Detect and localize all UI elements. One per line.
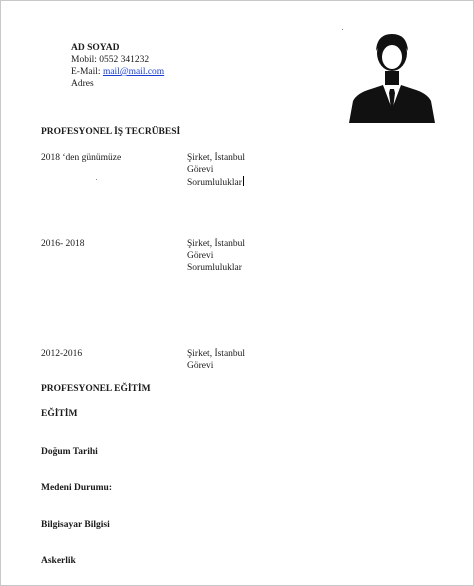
full-name: AD SOYAD	[71, 43, 120, 53]
experience-date-1: 2018 ‘den günümüze	[41, 153, 122, 163]
marital-status-label: Medeni Durumu:	[41, 483, 112, 493]
experience-position-2: Görevi	[187, 251, 214, 261]
computer-skills-label: Bilgisayar Bilgisi	[41, 520, 110, 530]
experience-company-3: Şirket, İstanbul	[187, 349, 246, 359]
education-heading: EĞİTİM	[41, 409, 78, 419]
stray-dot	[96, 179, 97, 180]
email-link[interactable]: mail@mail.com	[102, 67, 165, 77]
experience-duties-2: Sorumluluklar	[187, 263, 242, 273]
mobile-line: Mobil: 0552 341232	[71, 55, 150, 65]
address-line: Adres	[71, 79, 94, 89]
email-line	[71, 67, 164, 79]
military-label: Askerlik	[41, 556, 76, 566]
birth-date-label: Doğum Tarihi	[41, 447, 98, 457]
experience-position-1: Görevi	[187, 165, 214, 175]
text-cursor	[243, 176, 244, 186]
stray-dot	[342, 29, 343, 30]
experience-date-3: 2012-2016	[41, 349, 83, 359]
experience-company-2: Şirket, İstanbul	[187, 239, 246, 249]
experience-company-1: Şirket, İstanbul	[187, 153, 246, 163]
person-silhouette-icon	[347, 31, 437, 123]
experience-heading: PROFESYONEL İŞ TECRÜBESİ	[41, 127, 181, 137]
experience-position-3: Görevi	[187, 361, 214, 371]
professional-education-heading: PROFESYONEL EĞİTİM	[41, 384, 151, 394]
experience-date-2: 2016- 2018	[41, 239, 85, 249]
email-label: E-Mail:	[71, 67, 103, 77]
experience-duties-1[interactable]: Sorumluluklar	[187, 178, 242, 188]
